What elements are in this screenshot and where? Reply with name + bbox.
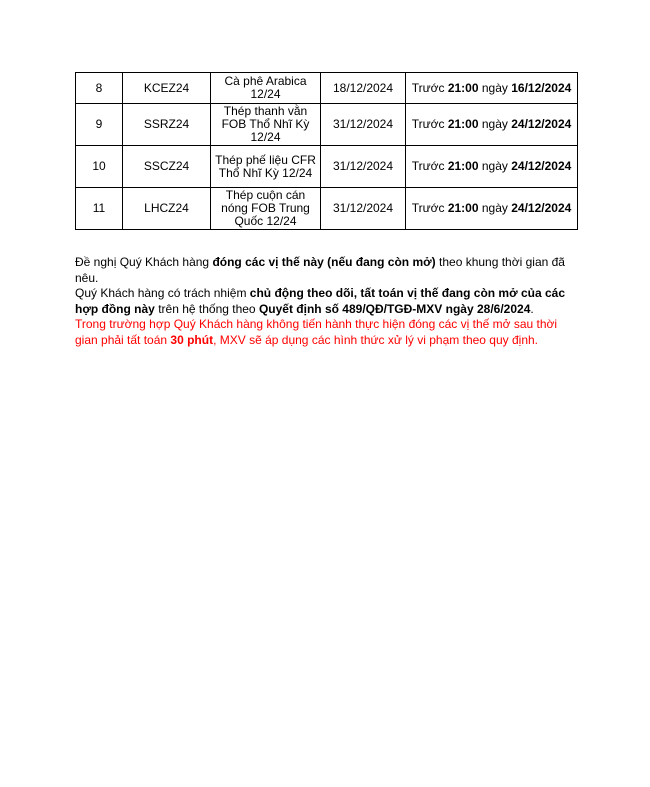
- contract-code: SSCZ24: [123, 146, 211, 188]
- contract-code: LHCZ24: [123, 188, 211, 230]
- row-number: 11: [76, 188, 123, 230]
- deadline-time: 21:00: [447, 80, 479, 95]
- deadline-prefix: Trước: [411, 80, 448, 95]
- contract-code: SSRZ24: [123, 104, 211, 146]
- deadline-day-word: ngày: [478, 117, 512, 131]
- deadline-prefix: Trước: [411, 117, 448, 131]
- expiry-date: 31/12/2024: [321, 104, 406, 146]
- close-deadline: [406, 146, 578, 188]
- product-name: Thép phế liệu CFR Thổ Nhĩ Kỳ 12/24: [211, 146, 321, 188]
- deadline-prefix: Trước: [411, 201, 448, 215]
- deadline-date: 24/12/2024: [511, 159, 572, 173]
- table-row: [76, 73, 578, 104]
- violation-warning-paragraph: Trong trường hợp Quý Khách hàng không tiến hành thực hiện đóng các vị thế mở sau thời gian phải tất toán 30 phút, MXV sẽ áp dụng các hình thức xử lý vi phạm theo quy định.: [75, 317, 558, 347]
- expiry-date: 31/12/2024: [321, 146, 406, 188]
- deadline-time: 21:00: [447, 117, 479, 131]
- close-deadline: [406, 73, 578, 104]
- deadline-date: 24/12/2024: [511, 201, 572, 215]
- product-name: Cà phê Arabica 12/24: [211, 73, 321, 104]
- expiry-date: 31/12/2024: [321, 188, 406, 230]
- expiry-date: 18/12/2024: [321, 73, 406, 104]
- contract-code: KCEZ24: [123, 73, 211, 104]
- table-row: [76, 146, 578, 188]
- responsibility-paragraph: Quý Khách hàng có trách nhiệm chủ động theo dõi, tất toán vị thế đang còn mở của các hợp đồng này trên hệ thống theo Quyết định số 489/QĐ/TGĐ-MXV ngày 28/6/2024.: [75, 286, 566, 316]
- deadline-day-word: ngày: [478, 80, 512, 95]
- row-number: 9: [76, 104, 123, 146]
- deadline-date: 24/12/2024: [511, 117, 572, 131]
- deadline-day-word: ngày: [478, 159, 512, 173]
- deadline-day-word: ngày: [478, 201, 512, 215]
- close-request-paragraph: Đề nghị Quý Khách hàng đóng các vị thế này (nếu đang còn mở) theo khung thời gian đã nêu.: [75, 255, 565, 285]
- deadline-prefix: Trước: [411, 159, 448, 173]
- table-row: [76, 188, 578, 230]
- product-name: Thép cuộn cán nóng FOB Trung Quốc 12/24: [211, 188, 321, 230]
- product-name: Thép thanh vằn FOB Thổ Nhĩ Kỳ 12/24: [211, 104, 321, 146]
- close-deadline: [406, 188, 578, 230]
- notice-text: [75, 255, 581, 348]
- table-row: [76, 104, 578, 146]
- close-deadline: [406, 104, 578, 146]
- contracts-table: [75, 72, 578, 230]
- row-number: 8: [76, 73, 123, 104]
- deadline-date: 16/12/2024: [511, 80, 572, 95]
- deadline-time: 21:00: [447, 159, 479, 173]
- row-number: 10: [76, 146, 123, 188]
- deadline-time: 21:00: [447, 201, 479, 215]
